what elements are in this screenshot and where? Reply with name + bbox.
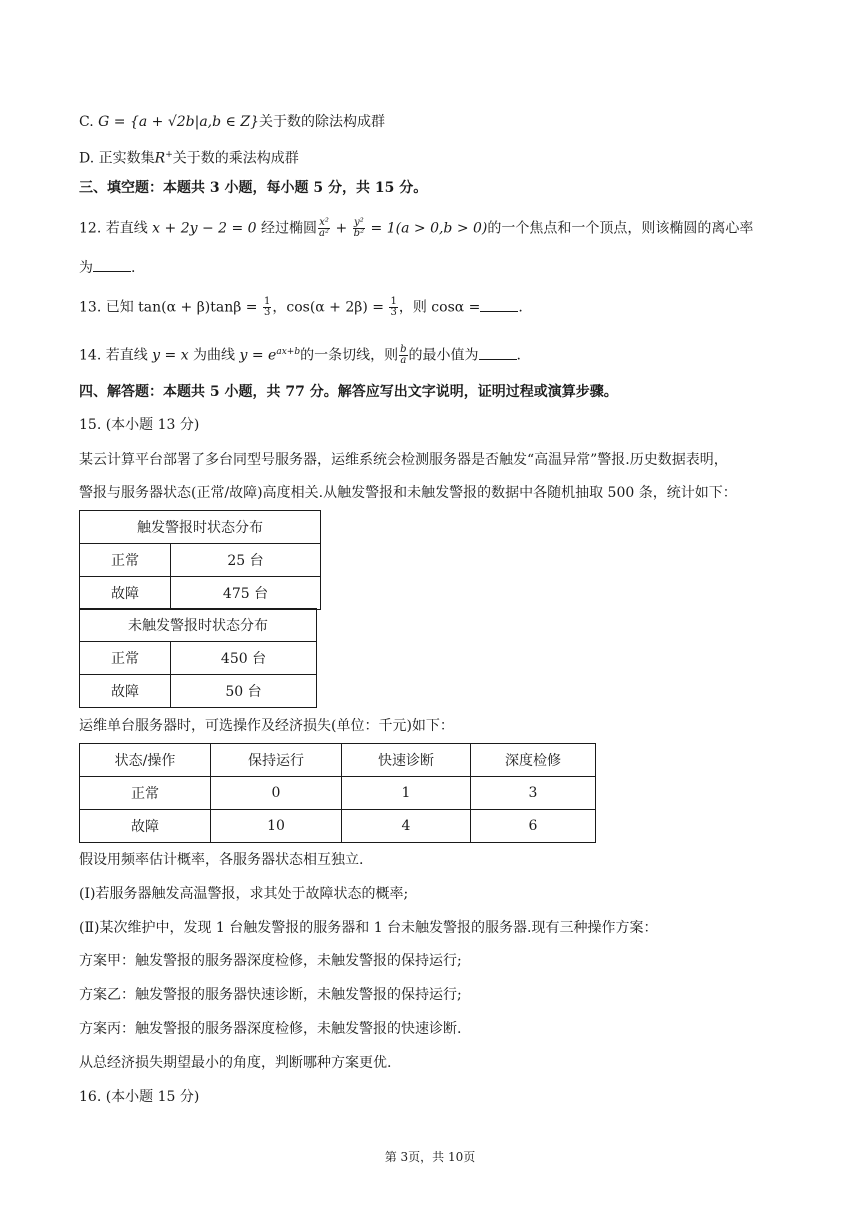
table-title: 未触发警报时状态分布	[80, 609, 317, 642]
table-row: 故障 475 台	[80, 577, 321, 610]
question-15-paragraph: 警报与服务器状态(正常/故障)高度相关.从触发警报和未触发警报的数据中各随机抽取 500 条，统计如下：	[79, 485, 737, 501]
option-d-label: D. 正实数集	[79, 150, 155, 167]
fraction-x2-a2: $\frac{\text{x²}}{\text{a²}}$	[319, 217, 330, 239]
section-3-heading: 三、填空题：本题共 3 小题，每小题 5 分，共 15 分。	[79, 180, 428, 196]
question-12: 12. 若直线 x + 2y − 2 = 0 经过椭圆 $\frac{\text{x²}}{\text{a²}}$ + $\frac{\text{y²}}{\text{b²}}$ = 1(a > 0,b > 0)的一个焦点和一个顶点，则该椭圆的离心率	[79, 217, 754, 239]
question-15-part-1: (Ⅰ)若服务器触发高温警报，求其处于故障状态的概率;	[79, 886, 409, 902]
table-alarm-not-triggered	[79, 608, 317, 708]
answer-blank	[93, 259, 131, 272]
question-14: 14. 若直线 y = x 为曲线 $y = e^{ax+b}$的一条切线，则 $\frac{b}{a}$ 的最小值为 .	[79, 344, 521, 367]
page-footer: 第 3页，共 10页	[384, 1150, 476, 1164]
question-15-paragraph: 运维单台服务器时，可选操作及经济损失(单位：千元)如下：	[79, 718, 454, 734]
table-row: 故障 50 台	[80, 675, 317, 708]
table-row: 正常 450 台	[80, 642, 317, 675]
option-c-set: G = {a + √2b|a,b ∈ Z}	[98, 114, 259, 130]
option-c-label: C.	[79, 114, 99, 130]
question-16-heading: 16. (本小题 15 分)	[79, 1089, 200, 1105]
plan-b: 方案乙：触发警报的服务器快速诊断，未触发警报的保持运行;	[79, 987, 462, 1003]
question-15-paragraph: 某云计算平台部署了多台同型号服务器，运维系统会检测服务器是否触发“高温异常”警报.历史数据表明，	[79, 452, 728, 468]
plan-a: 方案甲：触发警报的服务器深度检修，未触发警报的保持运行;	[79, 953, 462, 969]
fraction-one-third: $\frac{1}{3}$	[263, 296, 271, 318]
table-title: 触发警报时状态分布	[80, 511, 321, 544]
question-15-heading: 15. (本小题 13 分)	[79, 417, 200, 433]
table-alarm-triggered	[79, 510, 321, 610]
option-c-text: 关于数的除法构成群	[259, 114, 385, 130]
question-15-paragraph: 假设用频率估计概率，各服务器状态相互独立.	[79, 852, 364, 868]
table-row: 正常 0 1 3	[80, 777, 596, 810]
table-row: 故障 10 4 6	[80, 810, 596, 843]
answer-blank	[480, 299, 518, 312]
section-4-heading: 四、解答题：本题共 5 小题，共 77 分。解答应写出文字说明，证明过程或演算步骤。	[79, 384, 618, 400]
fraction-one-third: $\frac{1}{3}$	[390, 296, 397, 318]
table-header-row: 状态/操作 保持运行 快速诊断 深度检修	[80, 744, 596, 777]
option-d-set: R	[154, 150, 166, 167]
fraction-y2-b2: $\frac{\text{y²}}{\text{b²}}$	[353, 217, 365, 239]
question-13: 13. 已知 tan(α + β)tanβ = $\frac{1}{3}$ ，cos(α + 2β) = $\frac{1}{3}$ ，则 cosα = .	[79, 296, 523, 318]
answer-blank	[479, 347, 517, 360]
question-15-part-2: (Ⅱ)某次维护中，发现 1 台触发警报的服务器和 1 台未触发警报的服务器.现有三种操作方案：	[79, 920, 658, 936]
option-d-text: 关于数的乘法构成群	[172, 150, 299, 167]
plan-c: 方案丙：触发警报的服务器深度检修，未触发警报的快速诊断.	[79, 1021, 462, 1037]
table-row: 正常 25 台	[80, 544, 321, 577]
question-15-paragraph: 从总经济损失期望最小的角度，判断哪种方案更优.	[79, 1055, 392, 1071]
option-d: D. 正实数集R+关于数的乘法构成群	[79, 150, 299, 167]
table-loss	[79, 743, 596, 843]
option-c	[79, 112, 385, 132]
fraction-b-a: $\frac{b}{a}$	[400, 344, 407, 367]
question-12-cont: 为 .	[79, 260, 136, 276]
